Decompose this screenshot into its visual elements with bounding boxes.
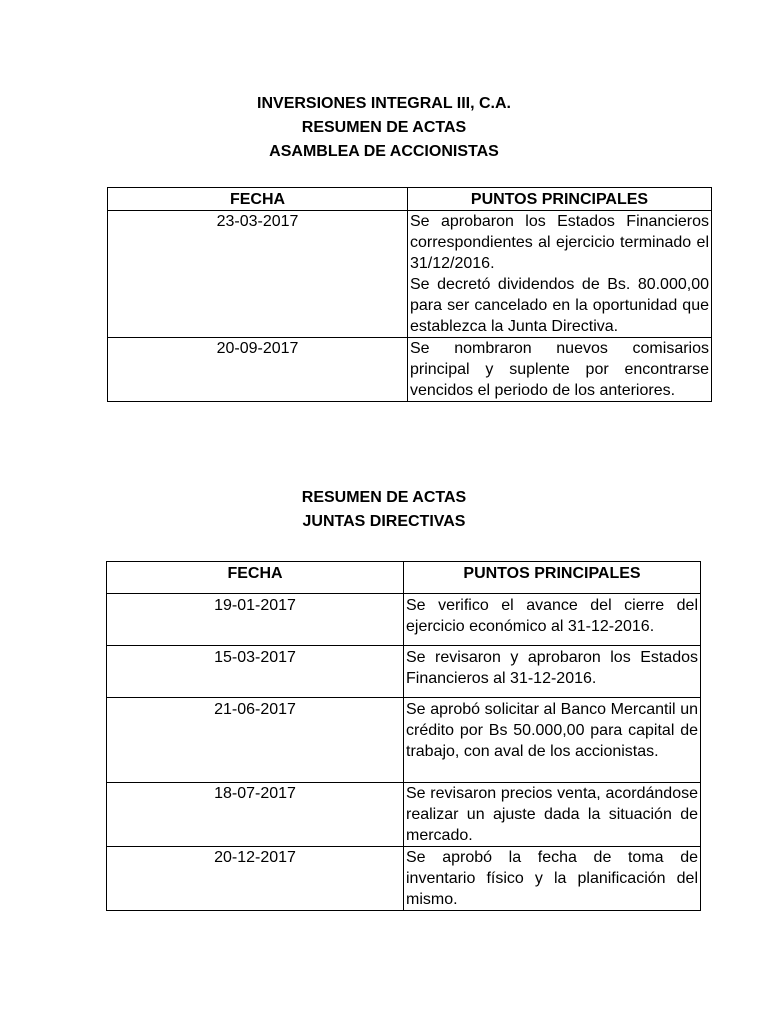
table-row — [107, 847, 701, 911]
column-header-puntos: PUNTOS PRINCIPALES — [404, 562, 701, 594]
document-subtitle: ASAMBLEA DE ACCIONISTAS — [269, 143, 499, 160]
table-row — [107, 783, 701, 847]
punto-text: Se decretó dividendos de Bs. 80.000,00 para ser cancelado en la oportunidad que establezca la Junta Directiva. — [410, 276, 709, 335]
puntos-cell — [408, 211, 712, 338]
document-header — [0, 92, 768, 164]
fecha-cell: 15-03-2017 — [107, 646, 404, 698]
asamblea-table — [107, 187, 712, 402]
fecha-cell: 23-03-2017 — [108, 211, 408, 338]
document-title: RESUMEN DE ACTAS — [301, 119, 467, 136]
table-row — [107, 698, 701, 783]
fecha-cell: 20-09-2017 — [108, 338, 408, 402]
table-row — [107, 646, 701, 698]
puntos-cell: Se aprobó solicitar al Banco Mercantil un crédito por Bs 50.000,00 para capital de trabajo, con aval de los accionistas. — [404, 698, 701, 783]
puntos-cell — [408, 338, 712, 402]
punto-text: Se aprobaron los Estados Financieros correspondientes al ejercicio terminado el 31/12/2016. — [410, 213, 709, 272]
table-header-row — [107, 562, 701, 594]
section-subtitle: JUNTAS DIRECTIVAS — [302, 513, 466, 530]
puntos-cell: Se revisaron precios venta, acordándose realizar un ajuste dada la situación de mercado. — [404, 783, 701, 847]
puntos-cell: Se verifico el avance del cierre del ejercicio económico al 31-12-2016. — [404, 594, 701, 646]
fecha-cell: 19-01-2017 — [107, 594, 404, 646]
fecha-cell: 21-06-2017 — [107, 698, 404, 783]
fecha-cell: 20-12-2017 — [107, 847, 404, 911]
table-row — [108, 211, 712, 338]
table-row — [108, 338, 712, 402]
company-name: INVERSIONES INTEGRAL III, C.A. — [257, 95, 511, 112]
juntas-header — [0, 486, 768, 534]
column-header-puntos: PUNTOS PRINCIPALES — [408, 188, 712, 211]
column-header-fecha: FECHA — [108, 188, 408, 211]
table-header-row — [108, 188, 712, 211]
column-header-fecha: FECHA — [107, 562, 404, 594]
table-row — [107, 594, 701, 646]
punto-text: Se nombraron nuevos comisarios principal y suplente por encontrarse vencidos el periodo de los anteriores. — [410, 340, 709, 399]
fecha-cell: 18-07-2017 — [107, 783, 404, 847]
puntos-cell: Se aprobó la fecha de toma de inventario físico y la planificación del mismo. — [404, 847, 701, 911]
puntos-cell: Se revisaron y aprobaron los Estados Financieros al 31-12-2016. — [404, 646, 701, 698]
juntas-table — [106, 561, 701, 911]
section-title: RESUMEN DE ACTAS — [301, 489, 467, 506]
